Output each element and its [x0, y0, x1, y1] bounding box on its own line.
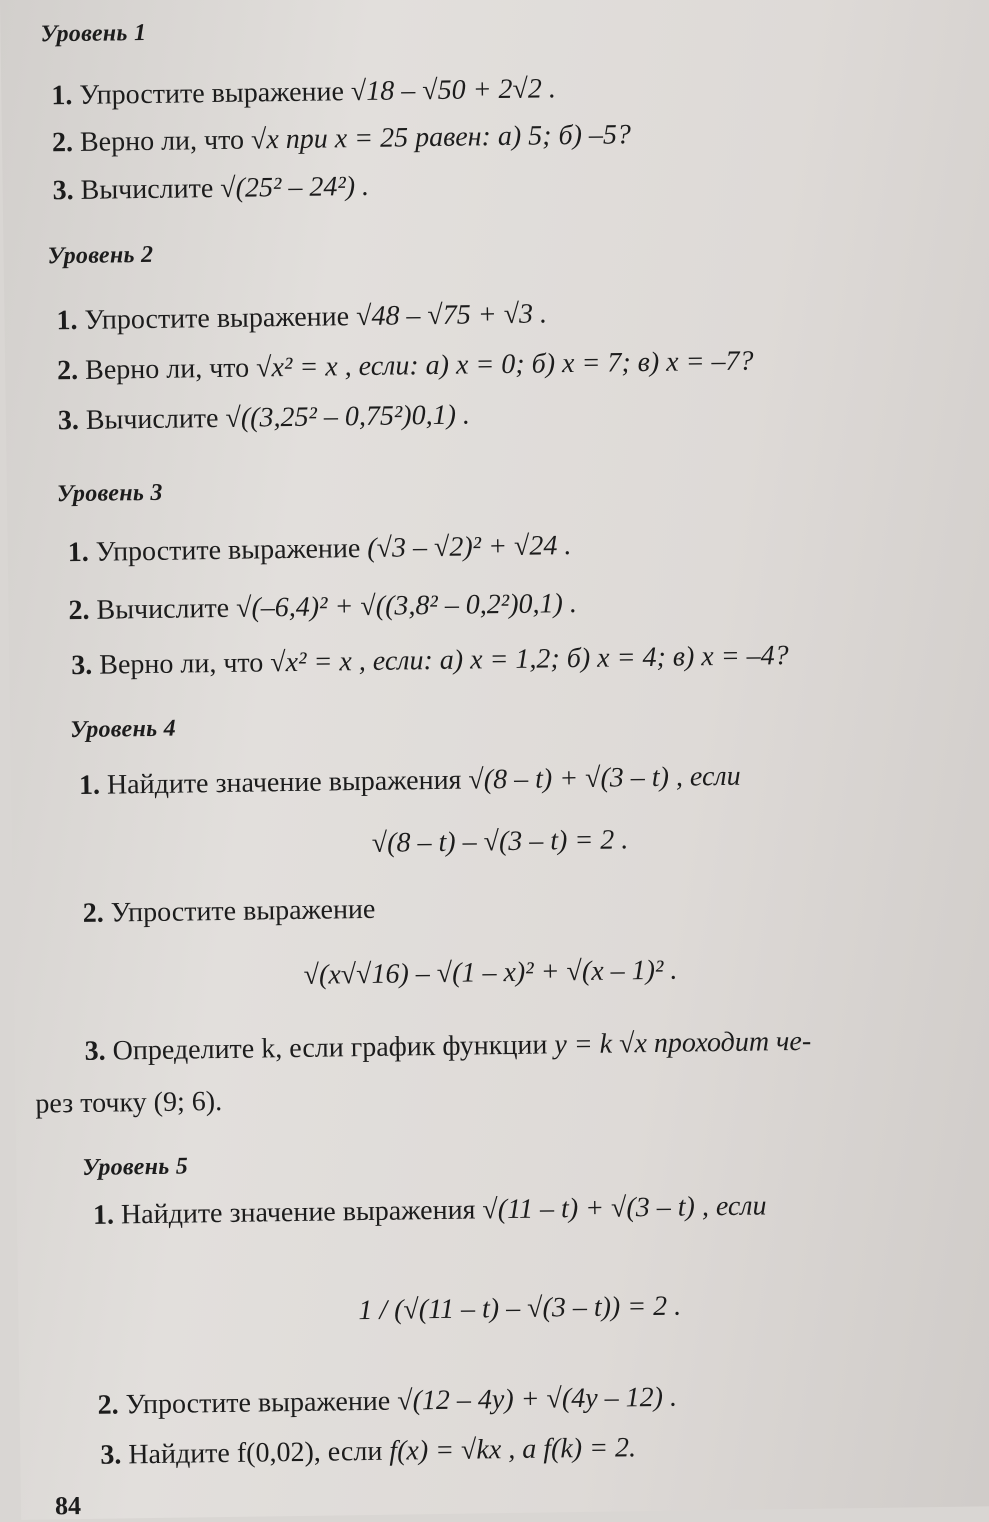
- task-number: 2.: [56, 354, 79, 387]
- task-text: Верно ли, что: [99, 647, 264, 681]
- task-1-3: [52, 170, 369, 208]
- task-math: (√3 – √2)² + √24 .: [367, 530, 572, 564]
- task-number: 2.: [51, 126, 74, 159]
- task-5-3: [100, 1431, 636, 1472]
- task-number: 1.: [92, 1199, 115, 1231]
- task-4-1: [79, 760, 741, 803]
- task-number: 2.: [82, 897, 104, 929]
- task-text: Определите k, если график функции: [112, 1029, 548, 1067]
- task-math: √(–6,4)² + √((3,8² – 0,2²)0,1) .: [235, 588, 578, 624]
- task-2-3: [58, 398, 470, 437]
- task-2-2: [57, 345, 754, 388]
- task-math: √x² = x , если: а) x = 0; б) x = 7; в) x = –7?: [255, 345, 754, 384]
- task-text: Вычислите: [85, 402, 219, 436]
- task-text: Найдите значение выражения: [106, 764, 462, 801]
- task-text: Упростите выражение: [79, 76, 345, 111]
- level-3-title: Уровень 3: [56, 479, 163, 508]
- task-5-1-condition: 1 / (√(11 – t) – √(3 – t)) = 2 .: [358, 1290, 682, 1327]
- task-math: √(12 – 4y) + √(4y – 12) .: [397, 1381, 678, 1417]
- task-number: 2.: [97, 1389, 119, 1421]
- task-4-3: [84, 1025, 811, 1069]
- task-text: Найдите значение выражения: [120, 1194, 476, 1231]
- task-number: 3.: [57, 404, 80, 437]
- task-text: Вычислите: [96, 592, 230, 626]
- level-2-title: Уровень 2: [47, 241, 154, 270]
- task-math: √((3,25² – 0,75²)0,1) .: [225, 399, 471, 434]
- task-1-1: [51, 72, 556, 113]
- task-text: Верно ли, что: [84, 352, 250, 386]
- task-3-1: [67, 529, 571, 570]
- task-math: √x при x = 25 равен: а) 5; б) –5?: [250, 119, 632, 156]
- task-3-3: [71, 639, 789, 683]
- task-4-1-condition: √(8 – t) – √(3 – t) = 2 .: [371, 824, 629, 859]
- task-2-1: [56, 297, 547, 337]
- task-number: 3.: [52, 174, 74, 207]
- task-number: 3.: [100, 1439, 122, 1471]
- task-text: Упростите выражение: [95, 533, 361, 568]
- task-math: √48 – √75 + √3 .: [355, 298, 548, 333]
- task-3-2: [68, 587, 577, 628]
- task-number: 1.: [51, 80, 73, 112]
- task-text: Верно ли, что: [79, 124, 245, 158]
- task-math: √(8 – t) + √(3 – t) , если: [468, 760, 741, 796]
- task-5-1: [93, 1189, 767, 1232]
- task-4-3-continuation: рез точку (9; 6).: [35, 1086, 223, 1120]
- task-math: √18 – √50 + 2√2 .: [350, 73, 557, 108]
- task-5-2: [97, 1381, 677, 1423]
- task-math: f(x) = √kx , а f(k) = 2.: [389, 1432, 637, 1467]
- level-1-title: Уровень 1: [40, 19, 147, 48]
- task-text: Упростите выражение: [110, 893, 376, 929]
- task-4-2-expression: √(x√√16) – √(1 – x)² + √(x – 1)² .: [303, 954, 678, 991]
- task-math: √(11 – t) + √(3 – t) , если: [482, 1190, 767, 1226]
- task-1-2: [52, 118, 631, 160]
- task-number: 1.: [67, 536, 89, 569]
- page-number: 84: [54, 1491, 82, 1521]
- task-math: √(25² – 24²) .: [220, 170, 370, 204]
- task-number: 1.: [78, 769, 101, 801]
- task-math: √x² = x , если: а) x = 1,2; б) x = 4; в) x = –4?: [270, 640, 789, 679]
- task-number: 3.: [84, 1035, 106, 1067]
- task-text: Найдите f(0,02), если: [128, 1435, 383, 1471]
- task-4-2: [83, 893, 376, 931]
- task-text: Вычислите: [80, 173, 214, 206]
- task-text: Упростите выражение: [125, 1385, 391, 1421]
- task-number: 3.: [71, 649, 93, 682]
- task-text: Упростите выражение: [84, 301, 350, 336]
- task-math: y = k √x проходит че-: [554, 1025, 812, 1061]
- task-number: 1.: [56, 304, 78, 337]
- task-number: 2.: [68, 594, 90, 627]
- level-5-title: Уровень 5: [82, 1153, 189, 1181]
- level-4-title: Уровень 4: [70, 715, 177, 744]
